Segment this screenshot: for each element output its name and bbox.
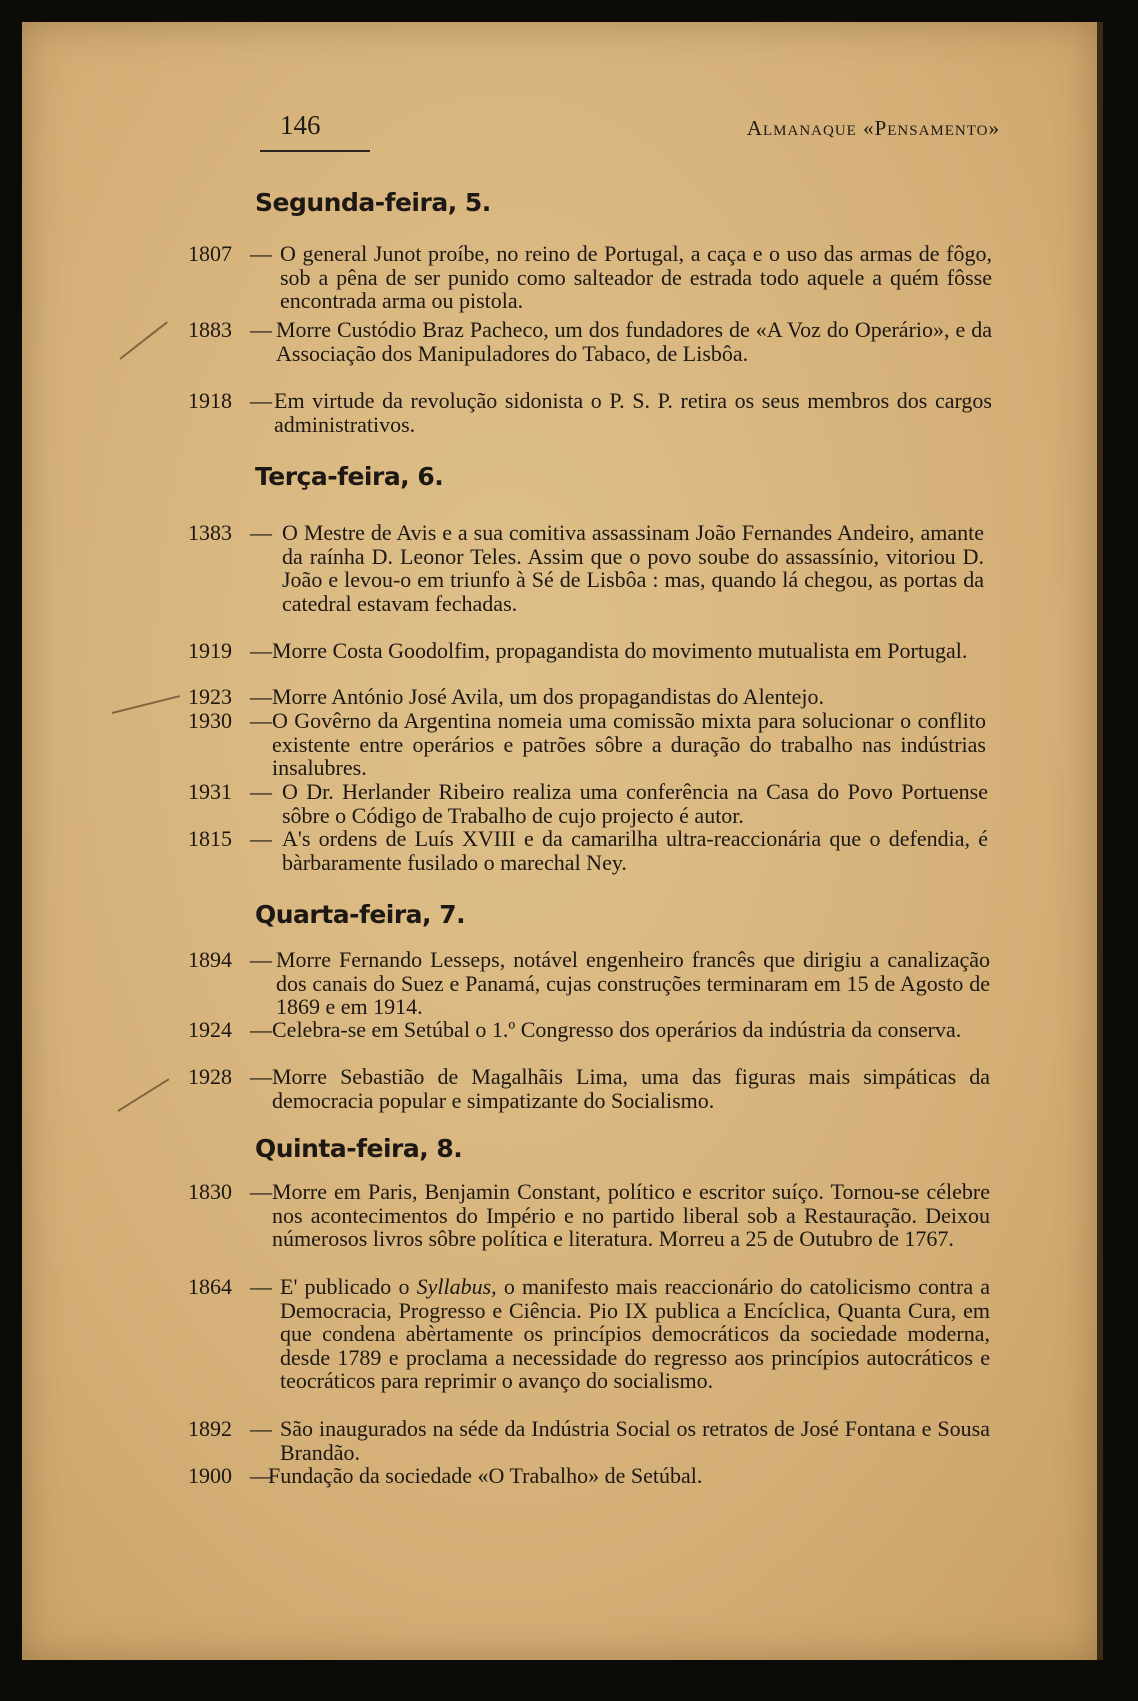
entry-text-post: o manifesto mais reaccionário do catolicismo contra a Democracia, Progresso e Ciência. Pio IX publica a Encíclica, Quanta Cura, em que condena abèrtamente os princípios democráticos da sociedade moderna, desde 1789 e proclama a necessidade do regresso aos princípios autocráticos e teocráticos para reprimir o avanço do socialismo. [280, 1274, 991, 1393]
entry-text: Morre Costa Goodolfim, propagandista do movimento mutualista em Portugal. [272, 638, 968, 663]
entry-dash: — [250, 684, 272, 709]
page-edge [1097, 22, 1103, 1660]
entry-year: 1923 [188, 684, 232, 709]
list-item [188, 1464, 988, 1488]
list-item [188, 317, 992, 389]
day-heading: Quinta-feira, 8. [255, 1134, 463, 1163]
entry-dash: — [250, 1416, 272, 1441]
entry-dash: — [250, 1064, 272, 1089]
running-head: Almanaque «Pensamento» [746, 116, 1000, 140]
list-item [188, 1065, 988, 1112]
list-item [188, 521, 988, 639]
entry-text: Em virtude da revolução sidonista o P. S. P. retira os seus membros dos cargos administrativos. [274, 388, 992, 437]
entry-year: 1864 [188, 1274, 232, 1299]
list-item [188, 241, 992, 313]
entry-text: Morre Custódio Braz Pacheco, um dos fundadores de «A Voz do Operário», e da Associação dos Manipuladores do Tabaco, de Lisbôa. [276, 317, 992, 366]
entry-dash: — [250, 708, 272, 733]
entry-text: Fundação da sociedade «O Trabalho» de Setúbal. [268, 1463, 703, 1488]
entry-year: 1900 [188, 1463, 232, 1488]
list-item [188, 827, 988, 874]
entry-dash: — [250, 638, 272, 663]
day-heading: Quarta-feira, 7. [255, 900, 466, 929]
entry-text: O Mestre de Avis e a sua comitiva assassinam João Fernandes Andeiro, amante da raínha D. Leonor Teles. Assim que o povo soube do assassínio, vitoriou D. João e levou-o em triunfo à Sé de Lisbôa : mas, quando lá chegou, as portas da catedral estavam fechadas. [282, 520, 984, 616]
entry-dash: — [250, 317, 272, 342]
entry-dash: — [250, 779, 272, 804]
list-item [188, 1018, 988, 1065]
entry-year: 1892 [188, 1416, 232, 1441]
entry-text: O general Junot proíbe, no reino de Portugal, a caça e o uso das armas de fôgo, sob a pêna de ser punido como salteador de estrada todo aquele a quém fôsse encontrada arma ou pistola. [280, 241, 992, 313]
entry-dash: — [250, 947, 272, 972]
list-item [188, 1274, 991, 1417]
entry-dash: — [250, 388, 272, 413]
list-item [188, 639, 988, 686]
entry-year: 1928 [188, 1064, 232, 1089]
entry-dash: — [250, 520, 272, 545]
entry-text: São inaugurados na séde da Indústria Social os retratos de José Fontana e Sousa Brandão. [280, 1416, 990, 1465]
entry-year: 1924 [188, 1017, 232, 1042]
day-heading: Terça-feira, 6. [255, 462, 444, 491]
entry-dash: — [250, 1463, 272, 1488]
page-number: 146 [280, 110, 321, 140]
entry-year: 1883 [188, 317, 232, 342]
header-rule [260, 150, 370, 152]
entry-text: Morre Sebastião de Magalhãis Lima, uma das figuras mais simpáticas da democracia popular e simpatizante do Socialismo. [272, 1064, 990, 1113]
entry-text: A's ordens de Luís XVIII e da camarilha ultra-reaccionária que o defendia, é bàrbaramente fusilado o marechal Ney. [282, 826, 988, 875]
entry-dash: — [250, 241, 272, 266]
entry-text [280, 1275, 990, 1393]
entry-text: Morre em Paris, Benjamin Constant, político e escritor suíço. Tornou-se célebre nos acontecimentos do Império e no partido liberal sob a Restauração. Deixou númerosos livros sôbre política e literatura. Morreu a 25 de Outubro de 1767. [272, 1179, 990, 1251]
entry-dash: — [250, 1017, 272, 1042]
list-item [188, 685, 988, 709]
page-header [260, 110, 1000, 150]
entry-year: 1918 [188, 388, 232, 413]
entry-year: 1931 [188, 779, 232, 804]
entry-dash: — [250, 826, 272, 851]
entry-year: 1894 [188, 947, 232, 972]
entry-text: O Dr. Herlander Ribeiro realiza uma conferência na Casa do Povo Portuense sôbre o Código de Trabalho de cujo projecto é autor. [282, 779, 988, 828]
entry-dash: — [250, 1274, 272, 1299]
book-title: Syllabus, [416, 1274, 497, 1299]
list-item [188, 388, 992, 437]
list-item [188, 1417, 988, 1464]
entry-year: 1815 [188, 826, 232, 851]
entry-dash: — [250, 1179, 272, 1204]
day-heading: Segunda-feira, 5. [255, 188, 491, 217]
list-item [188, 780, 988, 827]
entry-text: Morre António José Avila, um dos propagandistas do Alentejo. [272, 684, 824, 709]
entry-year: 1383 [188, 520, 232, 545]
entry-year: 1930 [188, 708, 232, 733]
entry-text: Celebra-se em Setúbal o 1.º Congresso dos operários da indústria da conserva. [272, 1017, 962, 1042]
list-item [188, 948, 988, 1019]
entry-text: O Govêrno da Argentina nomeia uma comissão mixta para solucionar o conflito existente entre operários e patrões sôbre a duração do trabalho nas indústrias insalubres. [272, 708, 986, 780]
entry-year: 1830 [188, 1179, 232, 1204]
entry-text: Morre Fernando Lesseps, notável engenheiro francês que dirigiu a canalização dos canais do Suez e Panamá, cujas construções terminaram em 15 de Agosto de 1869 e em 1914. [276, 947, 990, 1019]
list-item [188, 1180, 988, 1275]
entry-year: 1807 [188, 241, 232, 266]
entry-year: 1919 [188, 638, 232, 663]
list-item [188, 709, 988, 780]
entry-text-pre: E' publicado o [280, 1274, 417, 1299]
